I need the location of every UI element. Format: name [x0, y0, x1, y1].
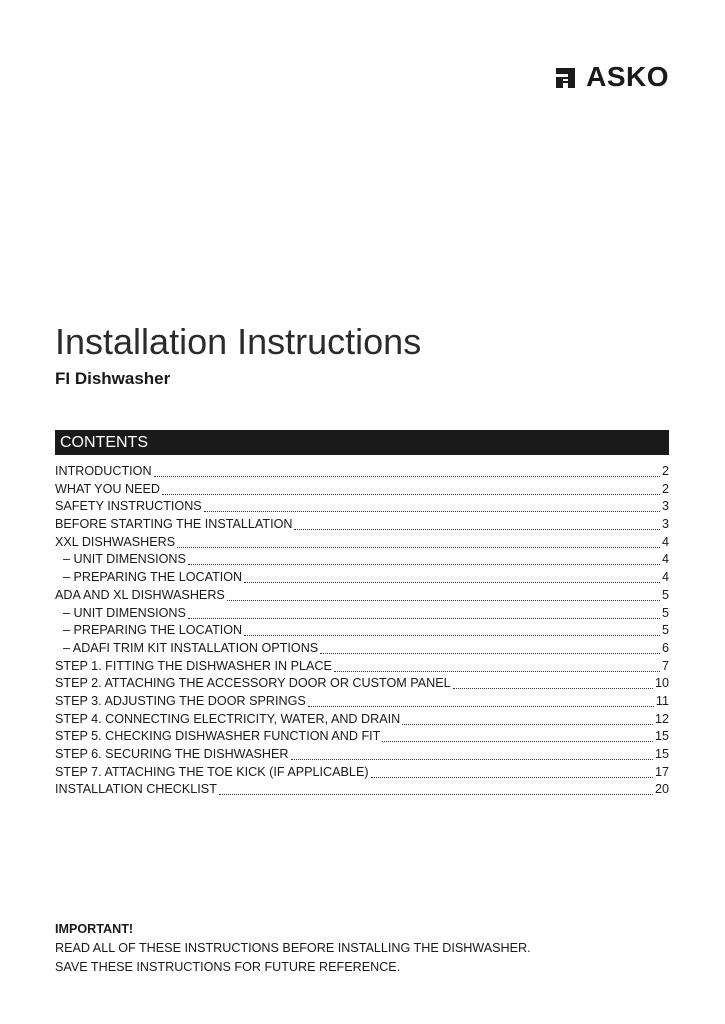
toc-entry-page: 5: [661, 623, 669, 638]
toc-entry-page: 10: [654, 676, 669, 691]
toc-entry-label: STEP 2. ATTACHING THE ACCESSORY DOOR OR CUSTOM PANEL: [55, 676, 451, 691]
toc-entry-page: 15: [654, 747, 669, 761]
brand-name: ASKO: [586, 61, 669, 92]
toc-leader-dots: [227, 588, 660, 601]
toc-entry-label: STEP 7. ATTACHING THE TOE KICK (IF APPLICABLE): [55, 764, 369, 779]
toc-entry-label: SAFETY INSTRUCTIONS: [55, 499, 202, 514]
table-of-contents: [55, 463, 669, 799]
toc-entry[interactable]: [55, 781, 669, 799]
toc-entry-page: 3: [661, 499, 669, 514]
contents-heading: CONTENTS: [55, 430, 669, 455]
toc-leader-dots: [294, 517, 660, 530]
toc-entry-label: INSTALLATION CHECKLIST: [55, 782, 217, 797]
toc-entry-page: 4: [661, 570, 669, 585]
toc-entry[interactable]: [55, 605, 669, 623]
toc-entry-page: 3: [661, 517, 669, 532]
toc-leader-dots: [382, 729, 653, 742]
page-subtitle: FI Dishwasher: [55, 369, 171, 388]
toc-entry-label: INTRODUCTION: [55, 464, 152, 478]
toc-entry[interactable]: [55, 711, 669, 729]
toc-entry[interactable]: [55, 569, 669, 587]
toc-leader-dots: [219, 782, 653, 795]
toc-entry-label: STEP 6. SECURING THE DISHWASHER: [55, 747, 289, 761]
toc-entry-label: – ADAFI TRIM KIT INSTALLATION OPTIONS: [63, 640, 319, 655]
toc-leader-dots: [320, 641, 660, 654]
toc-leader-dots: [244, 570, 660, 583]
toc-entry[interactable]: [55, 516, 669, 534]
toc-entry[interactable]: [55, 481, 669, 499]
toc-entry-page: 11: [655, 693, 669, 708]
toc-entry-page: 2: [661, 481, 669, 496]
toc-leader-dots: [308, 694, 654, 707]
toc-leader-dots: [162, 482, 660, 495]
toc-entry-label: STEP 4. CONNECTING ELECTRICITY, WATER, AND DRAIN: [55, 711, 401, 726]
toc-leader-dots: [188, 606, 660, 619]
toc-leader-dots: [244, 623, 660, 636]
toc-leader-dots: [177, 535, 660, 548]
toc-entry[interactable]: [55, 764, 669, 782]
toc-entry-page: 12: [654, 711, 669, 726]
important-heading: IMPORTANT!: [55, 922, 134, 936]
toc-entry-page: 17: [654, 764, 669, 779]
toc-leader-dots: [402, 712, 653, 725]
toc-entry[interactable]: [55, 587, 669, 605]
important-notice: [55, 920, 531, 977]
toc-entry-page: 2: [661, 464, 669, 478]
toc-entry-page: 15: [654, 729, 669, 744]
toc-entry-label: STEP 3. ADJUSTING THE DOOR SPRINGS: [55, 693, 306, 708]
toc-leader-dots: [453, 676, 653, 689]
toc-entry[interactable]: [55, 640, 669, 658]
toc-entry[interactable]: [55, 728, 669, 746]
toc-entry[interactable]: [55, 622, 669, 640]
toc-leader-dots: [154, 464, 660, 477]
important-line: READ ALL OF THESE INSTRUCTIONS BEFORE INSTALLING THE DISHWASHER.: [55, 941, 531, 955]
toc-entry-page: 5: [661, 587, 669, 602]
toc-entry[interactable]: [55, 658, 669, 676]
toc-entry-page: 6: [661, 640, 669, 655]
toc-entry-page: 5: [661, 605, 669, 620]
brand-logo: [554, 62, 669, 92]
toc-entry-label: – PREPARING THE LOCATION: [63, 623, 243, 638]
toc-entry-label: XXL DISHWASHERS: [55, 534, 176, 549]
toc-entry[interactable]: [55, 675, 669, 693]
toc-entry-page: 4: [661, 552, 669, 567]
toc-entry-label: STEP 5. CHECKING DISHWASHER FUNCTION AND FIT: [55, 729, 381, 744]
toc-entry-page: 7: [661, 658, 669, 673]
toc-entry[interactable]: [55, 693, 669, 711]
toc-entry[interactable]: [55, 551, 669, 569]
toc-entry[interactable]: [55, 534, 669, 552]
page-title: Installation Instructions: [55, 321, 422, 362]
toc-entry-label: STEP 1. FITTING THE DISHWASHER IN PLACE: [55, 658, 332, 673]
toc-entry-page: 20: [654, 782, 669, 797]
toc-leader-dots: [204, 499, 660, 512]
toc-entry-label: BEFORE STARTING THE INSTALLATION: [55, 517, 293, 532]
toc-entry-label: – UNIT DIMENSIONS: [63, 605, 186, 620]
toc-entry-label: – PREPARING THE LOCATION: [63, 570, 243, 585]
asko-logo-mark-icon: [554, 65, 579, 90]
toc-entry-label: – UNIT DIMENSIONS: [63, 552, 186, 567]
important-line: SAVE THESE INSTRUCTIONS FOR FUTURE REFERENCE.: [55, 960, 401, 974]
toc-entry[interactable]: [55, 746, 669, 764]
toc-entry[interactable]: [55, 498, 669, 516]
toc-entry[interactable]: [55, 463, 669, 481]
toc-entry-page: 4: [661, 534, 669, 549]
toc-leader-dots: [334, 659, 660, 672]
toc-entry-label: ADA AND XL DISHWASHERS: [55, 587, 225, 602]
toc-leader-dots: [371, 765, 653, 778]
toc-leader-dots: [291, 747, 653, 760]
toc-entry-label: WHAT YOU NEED: [55, 481, 160, 496]
toc-leader-dots: [188, 552, 660, 565]
